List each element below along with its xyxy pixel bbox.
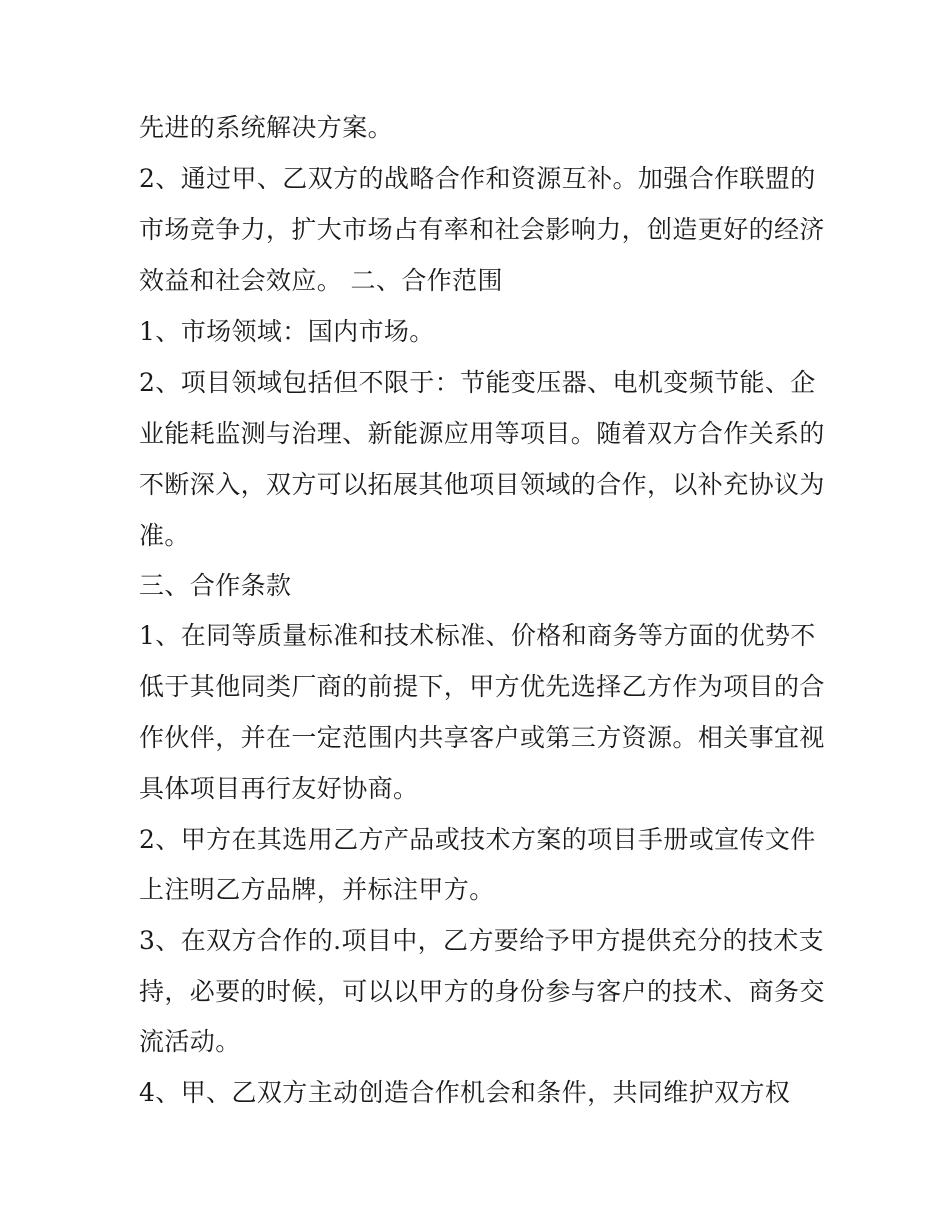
text-line: 市场竞争力，扩大市场占有率和社会影响力，创造更好的经济 [139, 215, 825, 244]
text-line: 持，必要的时候，可以以甲方的身份参与客户的技术、商务交 [139, 977, 825, 1006]
section-heading: 三、合作条款 [139, 571, 292, 600]
text-line: 效益和社会效应。 二、合作范围 [139, 266, 503, 295]
text-line: 低于其他同类厂商的前提下，甲方优先选择乙方作为项目的合 [139, 672, 825, 701]
text-line: 3、在双方合作的.项目中，乙方要给予甲方提供充分的技术支 [139, 926, 825, 955]
text-line: 流活动。 [139, 1027, 241, 1056]
text-line: 1、市场领域：国内市场。 [139, 317, 435, 346]
text-line: 业能耗监测与治理、新能源应用等项目。随着双方合作关系的 [139, 419, 825, 448]
text-line: 1、在同等质量标准和技术标准、价格和商务等方面的优势不 [139, 621, 816, 650]
text-line: 作伙伴，并在一定范围内共享客户或第三方资源。相关事宜视 [139, 723, 825, 752]
text-line: 2、项目领域包括但不限于：节能变压器、电机变频节能、企 [139, 368, 816, 397]
text-line: 具体项目再行友好协商。 [139, 774, 419, 803]
text-line: 4、甲、乙双方主动创造合作机会和条件，共同维护双方权 [139, 1078, 791, 1107]
text-line: 上注明乙方品牌，并标注甲方。 [139, 875, 495, 904]
text-line: 2、甲方在其选用乙方产品或技术方案的项目手册或宣传文件 [139, 825, 816, 854]
text-line: 先进的系统解决方案。 [139, 113, 394, 142]
text-line: 2、通过甲、乙双方的战略合作和资源互补。加强合作联盟的 [139, 164, 816, 193]
text-line: 准。 [139, 521, 190, 550]
text-line: 不断深入，双方可以拓展其他项目领域的合作，以补充协议为 [139, 470, 825, 499]
